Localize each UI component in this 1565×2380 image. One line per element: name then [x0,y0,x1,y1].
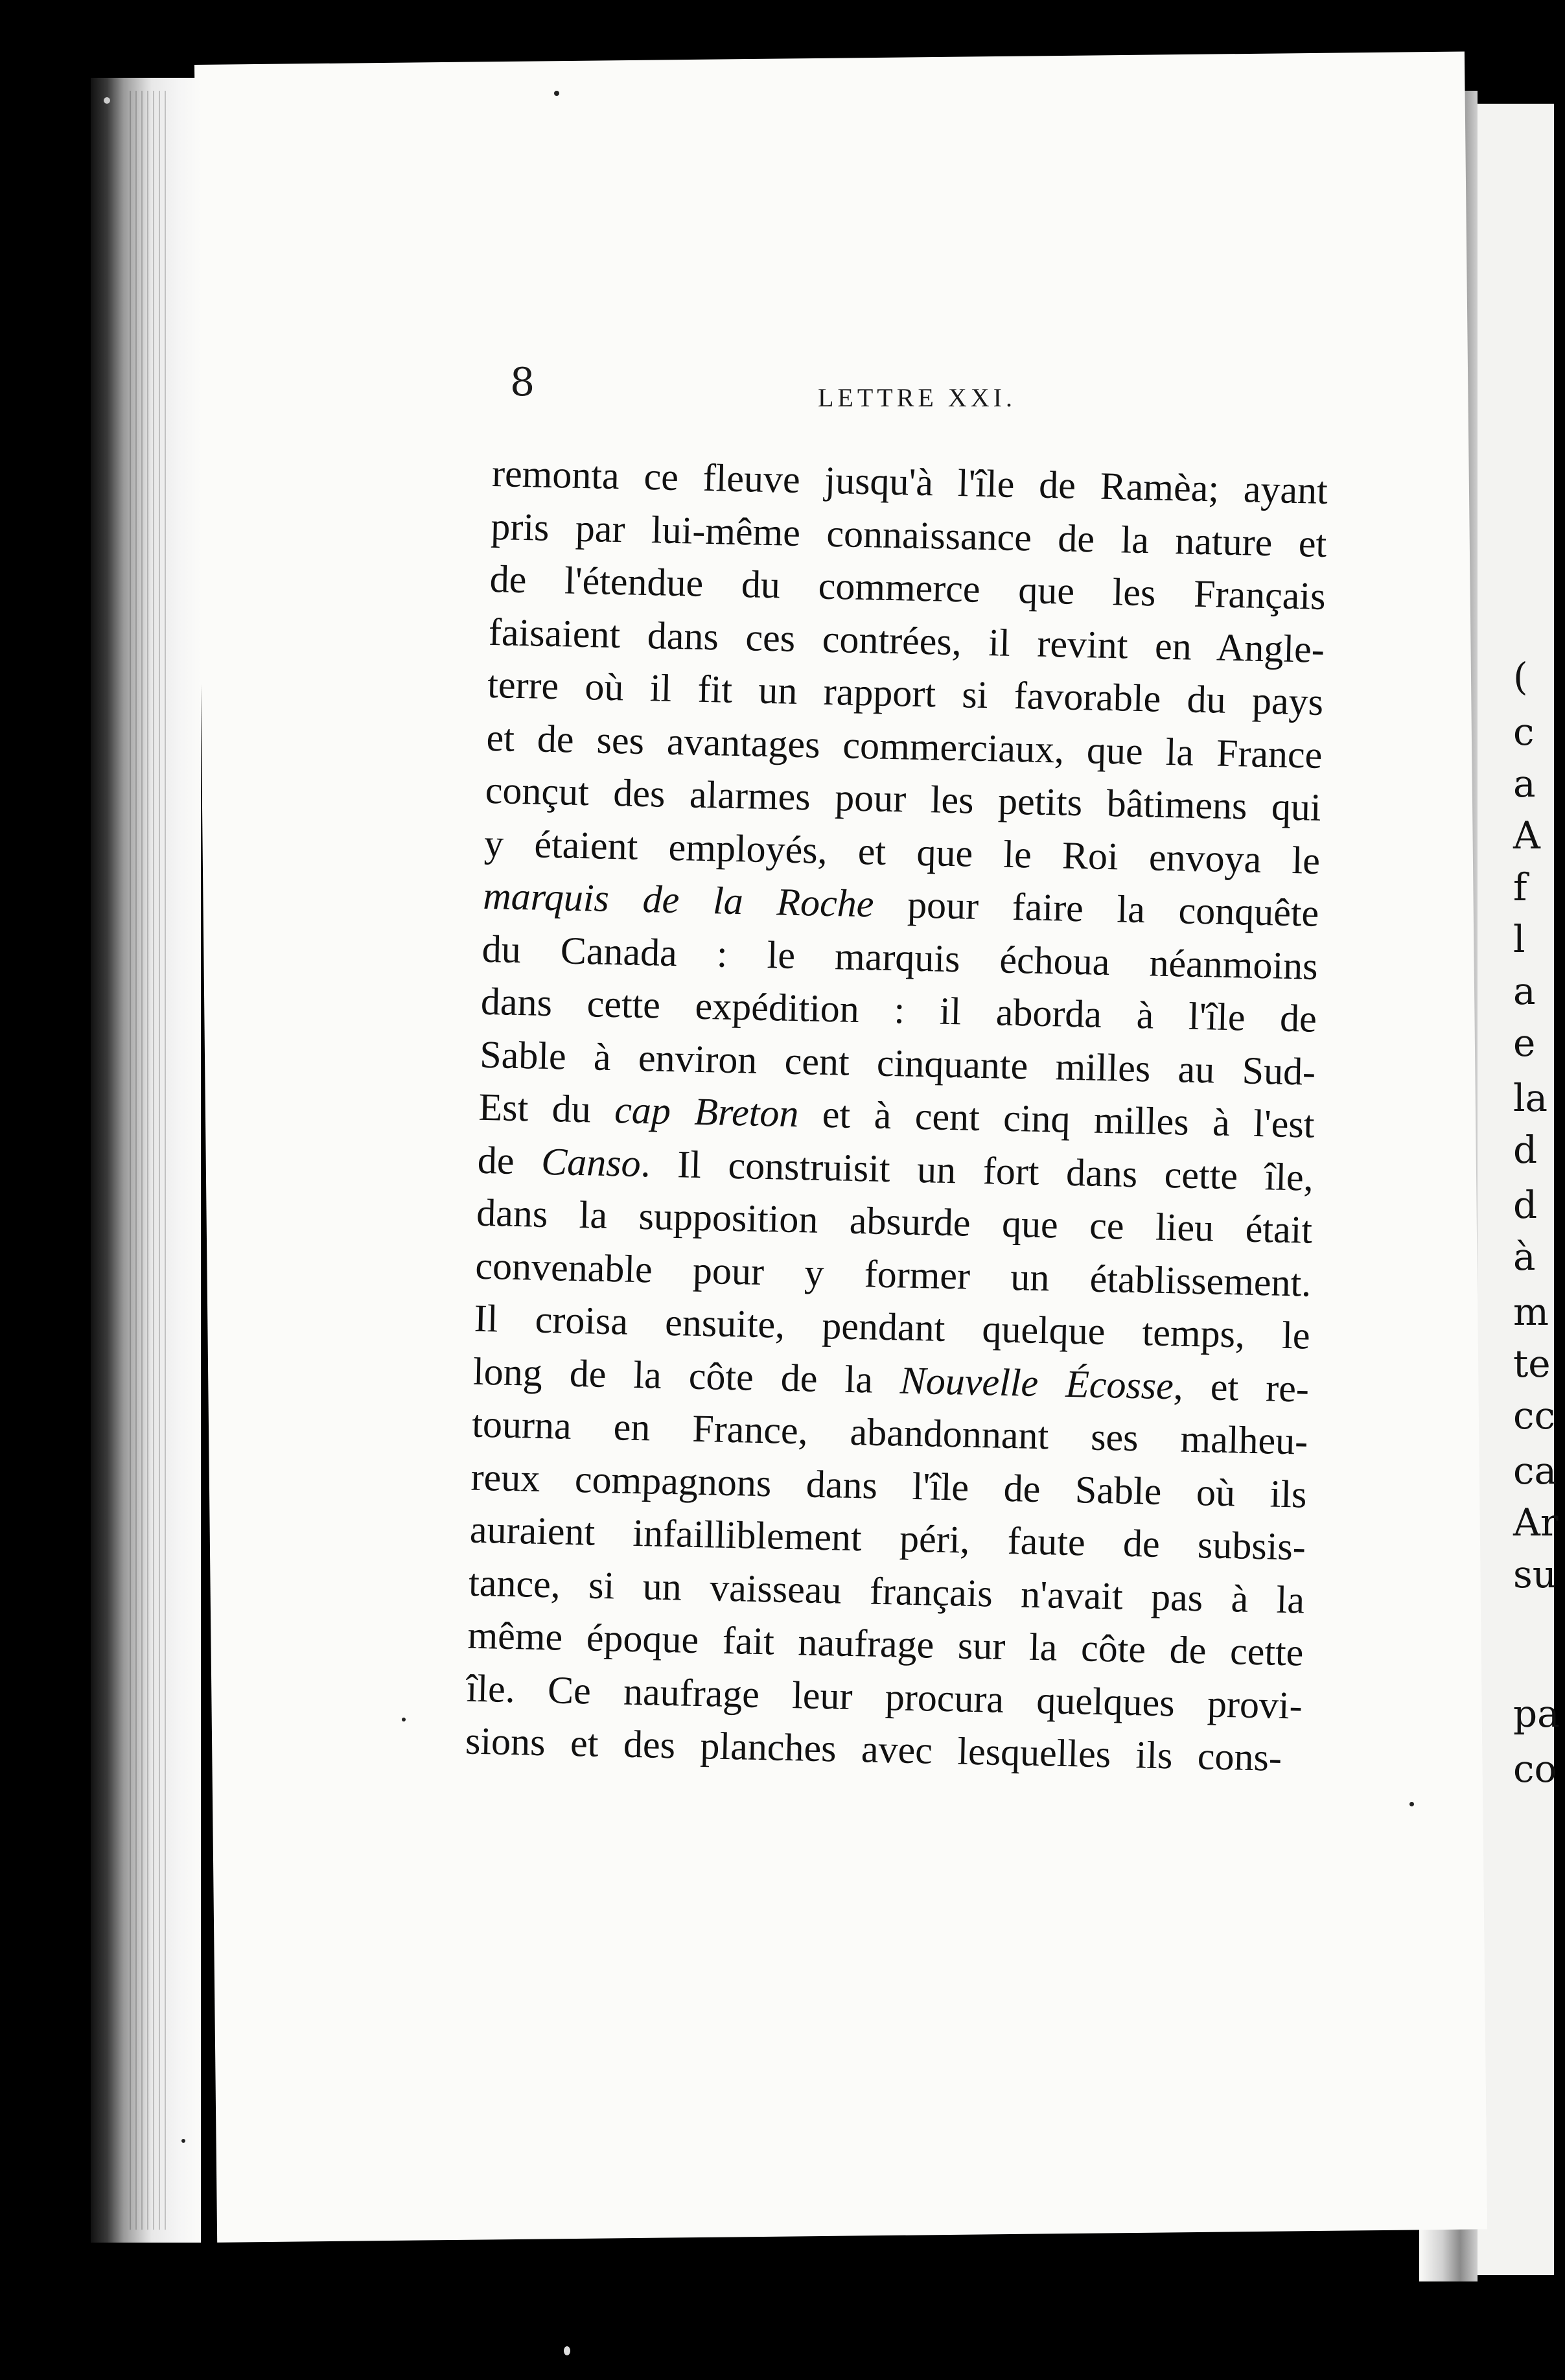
adjacent-fragment: te [1513,1342,1551,1386]
scan-speck [564,2346,570,2355]
text-line: long de la côte de la Nouvelle Écosse, et re- [472,1349,1310,1410]
text-line: pris par lui-même connaissance de la nature et [490,504,1327,565]
adjacent-page-text-fragments [1513,0,1565,2380]
adjacent-fragment: e [1513,1021,1536,1065]
adjacent-fragment: co [1513,1747,1557,1791]
text-line: tourna en France, abandonnant ses malheu- [471,1402,1308,1463]
adjacent-fragment: a [1513,969,1536,1013]
adjacent-fragment: l [1513,917,1525,961]
text-line: dans la supposition absurde que ce lieu était [476,1191,1313,1252]
adjacent-fragment: ( [1513,655,1528,699]
text-line: reux compagnons dans l'île de Sable où ils [470,1455,1308,1516]
text-line: conçut des alarmes pour les petits bâtimens qui [485,768,1322,829]
adjacent-fragment: a [1513,762,1536,806]
text-line: et de ses avantages commerciaux, que la France [485,716,1323,776]
text-line: faisaient dans ces contrées, il revint en Angle- [488,610,1325,671]
text-line: remonta ce fleuve jusqu'à l'île de Ramèa; ayant [491,451,1328,512]
adjacent-fragment: d [1513,1128,1538,1172]
text-line: terre où il fit un rapport si favorable du pays [487,662,1324,723]
adjacent-fragment: ca [1513,1449,1557,1493]
text-line: de Canso. Il construisit un fort dans cette île, [477,1138,1314,1199]
text-line: sions et des planches avec lesquelles ils cons- [465,1719,1282,1779]
adjacent-fragment: A [1513,813,1540,858]
scan-speck [554,91,559,96]
adjacent-fragment: à [1513,1235,1536,1279]
text-line: même époque fait naufrage sur la côte de cette [467,1613,1304,1674]
text-line: Sable à environ cent cinquante milles au Sud- [479,1032,1316,1093]
adjacent-fragment: pa [1513,1692,1560,1736]
adjacent-fragment: d [1513,1183,1538,1227]
running-head: LETTRE XXI. [818,383,1016,412]
text-line: marquis de la Roche pour faire la conquête [482,874,1319,935]
adjacent-fragment: cc [1513,1394,1555,1438]
adjacent-fragment: f [1513,865,1527,909]
adjacent-fragment: m [1513,1290,1549,1334]
text-line: dans cette expédition : il aborda à l'île de [480,979,1317,1040]
text-line: île. Ce naufrage leur procura quelques provi- [466,1666,1303,1727]
scan-speck [1409,1802,1414,1806]
body-text [465,447,1328,1785]
text-line: Il croisa ensuite, pendant quelque temps, le [474,1296,1311,1357]
adjacent-fragment: la [1513,1076,1548,1120]
adjacent-fragment: c [1513,710,1535,754]
text-line: Est du cap Breton et à cent cinq milles à l'est [478,1085,1316,1146]
text-line: convenable pour y former un établissement. [474,1244,1312,1305]
page-number: 8 [510,360,535,405]
text-line: y étaient employés, et que le Roi envoya le [483,821,1321,882]
adjacent-fragment: Ar [1513,1500,1559,1545]
scan-speck [104,97,110,104]
text-line: de l'étendue du commerce que les Français [489,557,1327,618]
text-line: auraient infailliblement péri, faute de subsis- [469,1508,1306,1569]
text-line: tance, si un vaisseau français n'avait pas à la [468,1561,1305,1622]
scan-speck [402,1718,406,1721]
adjacent-fragment: su [1513,1552,1557,1596]
scan-speck [181,2139,185,2143]
text-line: du Canada : le marquis échoua néanmoins [481,927,1319,988]
page-stack-lines [130,91,168,2230]
